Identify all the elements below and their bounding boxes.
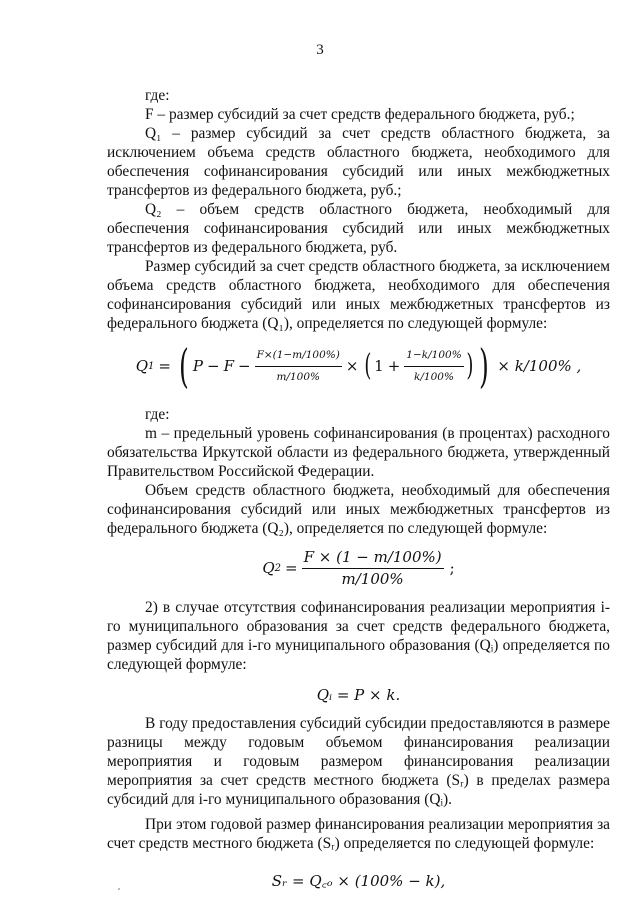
formula-Qi xyxy=(107,676,610,714)
formula-Q2-lhs: Q xyxy=(262,558,275,577)
formula-Q1-inner-close-paren: ) xyxy=(466,348,474,383)
fraction-1-numerator: F×(1−m/100%) xyxy=(255,346,342,367)
formula-Q1-open-paren: ( xyxy=(179,339,189,393)
document-body xyxy=(107,86,610,903)
formula-Q2 xyxy=(107,544,610,592)
formula-Q1-p: P xyxy=(192,356,204,375)
formula-Sr xyxy=(107,859,610,903)
page-number: 3 xyxy=(316,42,324,58)
formula-Q1-lhs: Q xyxy=(135,356,149,375)
formula-Q1-lhs-sub: 1 xyxy=(148,360,155,372)
fraction-2-numerator: 1−k/100% xyxy=(404,346,463,367)
definition-Q1: Q₁ – размер субсидий за счет средств областного бюджета, за исключением объема средств областного бюджета, необходимого для обеспечения софинансирования субсидий или иных межбюджетных трансфертов из федерального бюджета, руб.; xyxy=(107,125,610,199)
definition-F: F – размер субсидий за счет средств федерального бюджета, руб.; xyxy=(145,106,575,123)
formula-Q1-minus2: − xyxy=(238,356,251,375)
formula-Q2-eq: = xyxy=(285,558,298,577)
fraction-1-denominator: m/100% xyxy=(276,370,320,383)
where-label-2: где: xyxy=(145,406,170,423)
formula-Sr-text: Sᵣ = Q꜀ₒ × (100% − k), xyxy=(271,871,446,890)
definition-Q2: Q₂ – объем средств областного бюджета, необходимый для обеспечения софинансирования субсидий или иных межбюджетных трансфертов из федерального бюджета, руб. xyxy=(107,201,610,256)
paragraph-case-2: 2) в случае отсутствия софинансирования реализации мероприятия i-го муниципального образования за счет средств федерального бюджета, размер субсидий для i-го муниципального образования (Qᵢ) определяется по следующей формуле: xyxy=(107,599,610,673)
paragraph-subsidy-year: В году предоставления субсидий субсидии предоставляются в размере разницы между годовым объемом финансирования реализации мероприятия и годовым размером финансирования реализации мероприятия за счет средств местного бюджета (Sᵣ) в пределах размера субсидий для i-го муниципального образования (Qᵢ). xyxy=(107,715,610,808)
where-label-1: где: xyxy=(145,87,170,104)
paragraph-Q2-intro: Объем средств областного бюджета, необходимый для обеспечения софинансирования субсидий или иных межбюджетных трансфертов из федерального бюджета (Q₂), определяется по следующей формуле: xyxy=(107,482,610,537)
formula-Q2-lhs-sub: 2 xyxy=(274,562,281,574)
formula-Q2-numerator: F × (1 − m/100%) xyxy=(302,548,444,569)
formula-Q2-fraction xyxy=(302,548,444,589)
formula-Q1-minus1: − xyxy=(207,356,220,375)
formula-Q2-denominator: m/100% xyxy=(341,569,404,588)
formula-Q1-inner-open-paren: ( xyxy=(364,348,372,383)
formula-Q1-one: 1 xyxy=(374,356,384,375)
formula-Q1 xyxy=(107,337,610,395)
formula-Q1-f: F xyxy=(223,356,235,375)
formula-Q1-tail: × k/100% , xyxy=(497,356,582,375)
formula-Qi-text: Qᵢ = P × k. xyxy=(316,685,401,704)
paragraph-Sr-intro: При этом годовой размер финансирования реализации мероприятия за счет средств местного бюджета (Sᵣ) определяется по следующей формуле: xyxy=(107,816,610,852)
paragraph-Q1-intro: Размер субсидий за счет средств областного бюджета, за исключением объема средств областного бюджета, необходимого для обеспечения софинансирования субсидий или иных межбюджетных трансфертов из федерального бюджета (Q₁), определяется по следующей формуле: xyxy=(107,258,610,332)
definition-m: m – предельный уровень софинансирования (в процентах) расходного обязательства Иркутской области из федерального бюджета, утвержденный Правительством Российской Федерации. xyxy=(107,425,610,480)
formula-Q1-fraction-2 xyxy=(404,346,463,387)
fraction-2-denominator: k/100% xyxy=(414,370,454,383)
formula-Q1-times: × xyxy=(345,356,359,375)
formula-Q1-plus: + xyxy=(387,356,401,375)
formula-Q1-close-paren: ) xyxy=(479,339,490,393)
scan-artifact xyxy=(118,888,120,890)
formula-Q1-eq: = xyxy=(158,356,171,375)
formula-Q1-fraction-1 xyxy=(255,346,342,387)
formula-Q2-tail: ; xyxy=(449,558,455,577)
